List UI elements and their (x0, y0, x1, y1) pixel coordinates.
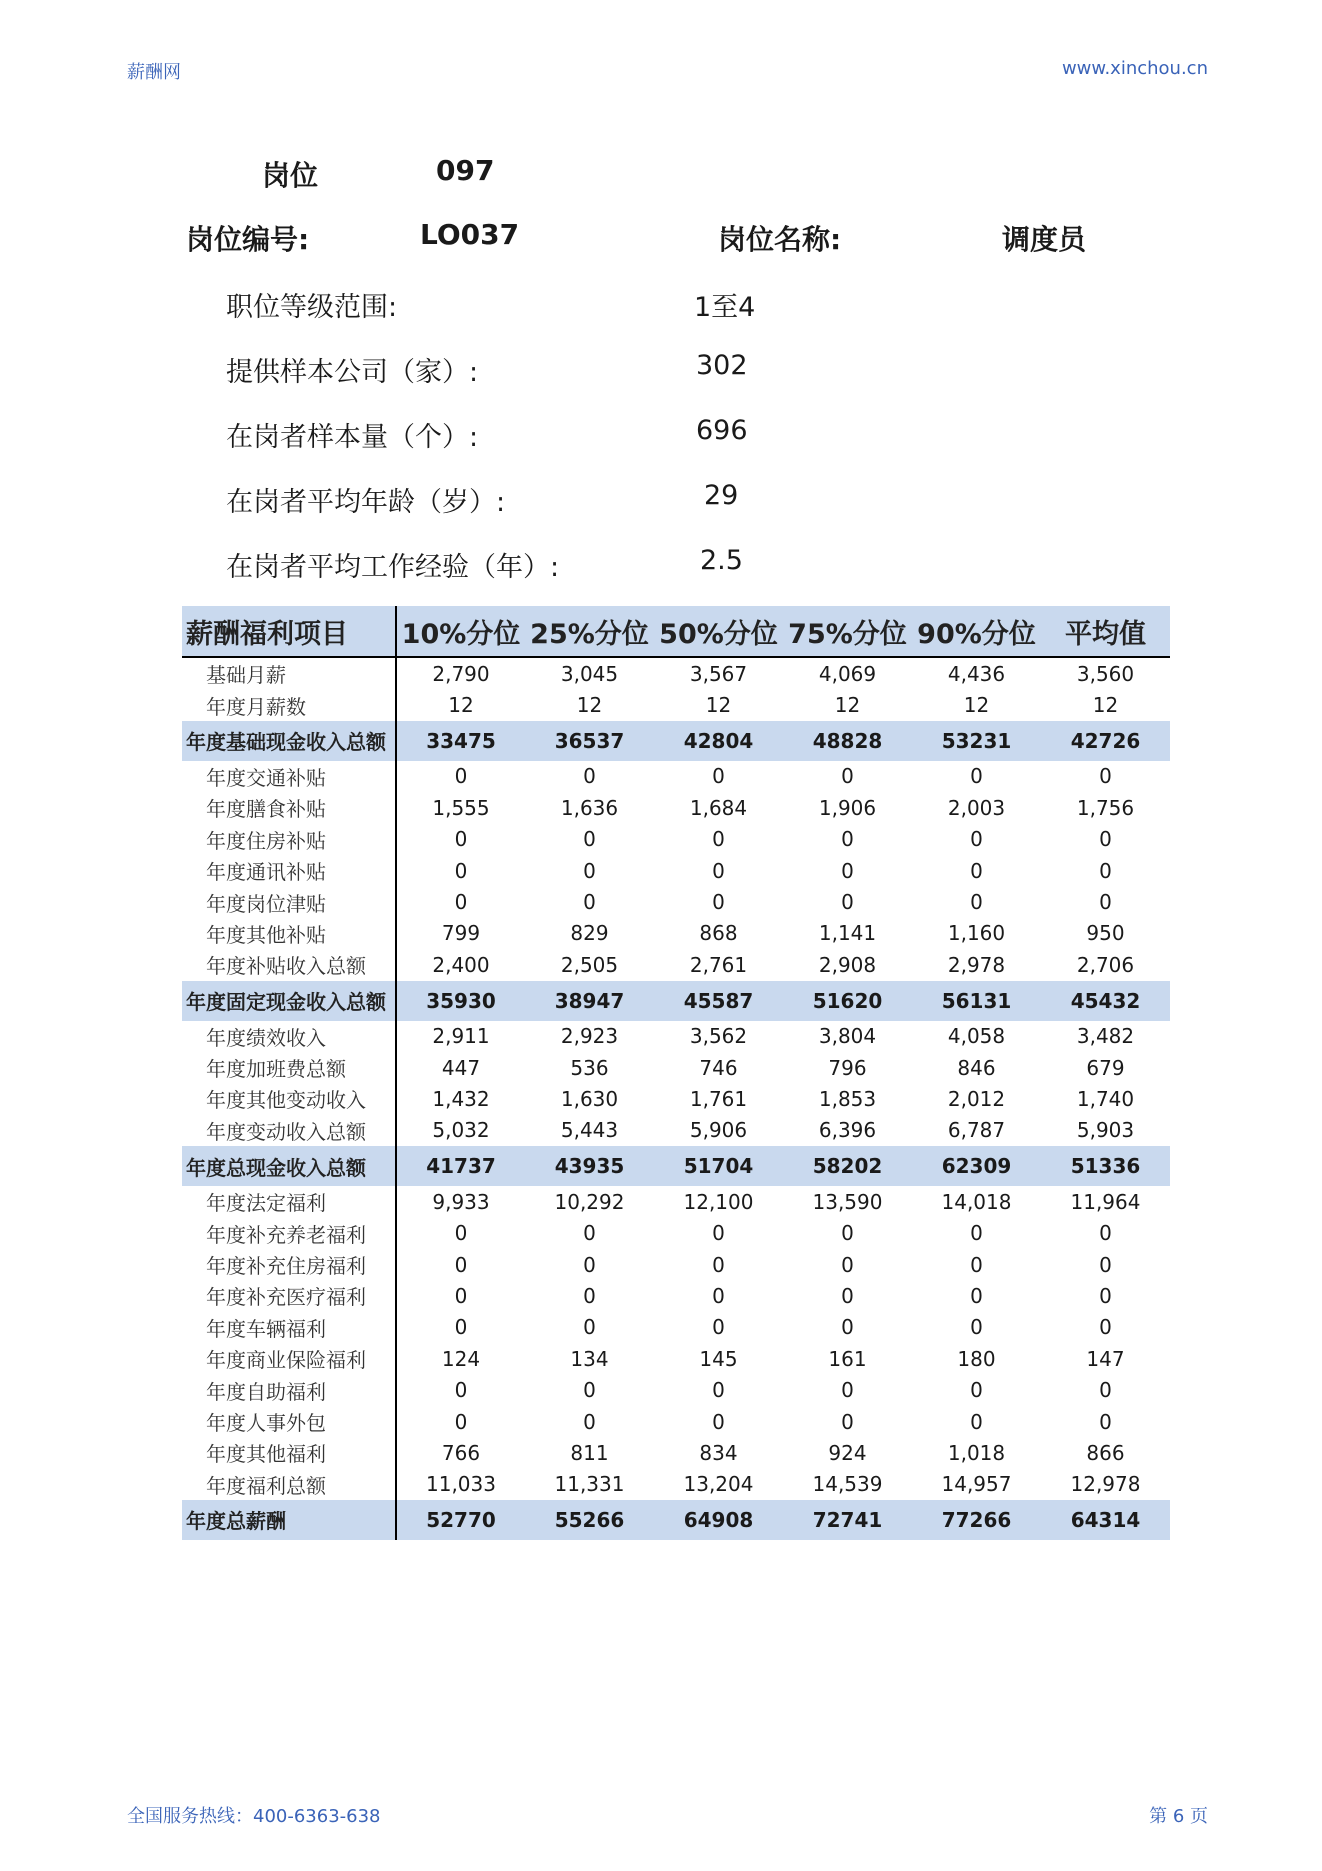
footer-hotline: 全国服务热线：400-6363-638 (127, 1806, 381, 1827)
row-label: 年度人事外包 (182, 1406, 396, 1437)
cell-value: 35930 (396, 981, 525, 1021)
row-label: 年度膳食补贴 (182, 792, 396, 823)
cell-value: 0 (970, 1378, 983, 1403)
table-row (182, 918, 1170, 949)
info-value-avg-age: 29 (704, 480, 739, 511)
cell-value: 38947 (525, 981, 654, 1021)
info-value-sample-companies: 302 (696, 350, 748, 381)
cell-value: 0 (1099, 827, 1112, 852)
cell-value: 0 (1099, 890, 1112, 915)
cell-value: 134 (570, 1346, 609, 1371)
table-row (182, 1217, 1170, 1248)
column-header: 75%分位 (783, 606, 912, 657)
cell-value: 1,555 (432, 795, 490, 820)
cell-value: 64314 (1041, 1500, 1170, 1540)
cell-value: 868 (699, 921, 738, 946)
cell-value: 0 (712, 827, 725, 852)
column-header: 50%分位 (654, 606, 783, 657)
info-label-grade-range: 职位等级范围: (226, 292, 398, 323)
table-row (182, 1312, 1170, 1343)
cell-value: 64908 (654, 1500, 783, 1540)
cell-value: 2,761 (689, 952, 748, 977)
cell-value: 846 (957, 1055, 996, 1080)
column-header: 10%分位 (396, 606, 525, 657)
cell-value: 0 (583, 1252, 596, 1277)
cell-value: 11,964 (1070, 1189, 1141, 1214)
table-row (182, 886, 1170, 917)
row-label: 年度其他补贴 (182, 918, 396, 949)
table-total-row (182, 1500, 1170, 1540)
cell-value: 1,684 (689, 795, 748, 820)
cell-value: 0 (970, 827, 983, 852)
cell-value: 0 (712, 858, 725, 883)
row-label: 年度变动收入总额 (182, 1115, 396, 1146)
row-label: 年度车辆福利 (182, 1312, 396, 1343)
cell-value: 1,906 (818, 795, 877, 820)
cell-value: 42804 (654, 721, 783, 761)
cell-value: 0 (970, 1409, 983, 1434)
cell-value: 766 (441, 1440, 481, 1465)
row-label: 年度自助福利 (182, 1374, 396, 1405)
cell-value: 55266 (525, 1500, 654, 1540)
info-value-avg-experience: 2.5 (700, 545, 743, 576)
cell-value: 161 (828, 1346, 867, 1371)
cell-value: 1,018 (947, 1440, 1006, 1465)
cell-value: 12,100 (683, 1189, 754, 1214)
cell-value: 0 (583, 1315, 596, 1340)
cell-value: 1,432 (432, 1086, 490, 1111)
cell-value: 145 (699, 1346, 738, 1371)
cell-value: 13,590 (812, 1189, 883, 1214)
cell-value: 2,923 (560, 1024, 619, 1049)
table-row (182, 1115, 1170, 1146)
cell-value: 1,740 (1076, 1086, 1135, 1111)
cell-value: 0 (970, 890, 983, 915)
cell-value: 56131 (912, 981, 1041, 1021)
row-label: 年度补贴收入总额 (182, 949, 396, 980)
cell-value: 33475 (396, 721, 525, 761)
cell-value: 866 (1086, 1440, 1125, 1465)
cell-value: 12 (834, 693, 861, 718)
row-label: 年度固定现金收入总额 (182, 981, 396, 1021)
cell-value: 0 (1099, 1315, 1112, 1340)
cell-value: 2,505 (560, 952, 619, 977)
info-value-grade-range: 1至4 (694, 292, 756, 323)
table-row (182, 949, 1170, 980)
cell-value: 0 (454, 1315, 468, 1340)
cell-value: 0 (583, 858, 596, 883)
cell-value: 0 (454, 1252, 468, 1277)
cell-value: 2,003 (947, 795, 1006, 820)
cell-value: 0 (454, 1409, 468, 1434)
row-label: 年度绩效收入 (182, 1021, 396, 1052)
cell-value: 1,853 (818, 1086, 877, 1111)
cell-value: 0 (712, 890, 725, 915)
cell-value: 9,933 (432, 1189, 490, 1214)
cell-value: 36537 (525, 721, 654, 761)
cell-value: 51704 (654, 1146, 783, 1186)
row-label: 年度福利总额 (182, 1469, 396, 1500)
code-label: 岗位编号: (186, 223, 310, 256)
cell-value: 14,539 (812, 1472, 883, 1497)
column-header: 90%分位 (912, 606, 1041, 657)
cell-value: 0 (583, 1409, 596, 1434)
header-brand: 薪酬网 (127, 62, 181, 83)
cell-value: 0 (841, 890, 854, 915)
cell-value: 0 (454, 827, 468, 852)
cell-value: 2,911 (432, 1024, 490, 1049)
table-row (182, 1249, 1170, 1280)
cell-value: 45432 (1041, 981, 1170, 1021)
cell-value: 950 (1086, 921, 1125, 946)
table-total-row (182, 721, 1170, 761)
cell-value: 0 (712, 764, 725, 789)
cell-value: 5,443 (560, 1118, 619, 1143)
cell-value: 0 (1099, 764, 1112, 789)
info-label-avg-age: 在岗者平均年龄（岁）: (226, 487, 506, 518)
table-row (182, 792, 1170, 823)
name-value: 调度员 (1002, 223, 1087, 256)
cell-value: 0 (1099, 1283, 1112, 1308)
cell-value: 0 (841, 1221, 854, 1246)
cell-value: 0 (454, 764, 468, 789)
row-label: 年度商业保险福利 (182, 1343, 396, 1374)
post-label: 岗位 (262, 159, 319, 192)
cell-value: 62309 (912, 1146, 1041, 1186)
table-row (182, 1469, 1170, 1500)
cell-value: 0 (712, 1409, 725, 1434)
info-label-sample-companies: 提供样本公司（家）: (226, 357, 479, 388)
info-label-sample-size: 在岗者样本量（个）: (226, 422, 479, 453)
cell-value: 1,636 (560, 795, 619, 820)
table-total-row (182, 981, 1170, 1021)
info-label-avg-experience: 在岗者平均工作经验（年）: (226, 552, 560, 583)
cell-value: 124 (441, 1346, 481, 1371)
cell-value: 0 (454, 858, 468, 883)
cell-value: 48828 (783, 721, 912, 761)
cell-value: 3,560 (1076, 661, 1135, 686)
cell-value: 58202 (783, 1146, 912, 1186)
cell-value: 679 (1086, 1055, 1125, 1080)
cell-value: 0 (1099, 858, 1112, 883)
cell-value: 447 (441, 1055, 481, 1080)
row-label: 年度总现金收入总额 (182, 1146, 396, 1186)
cell-value: 14,957 (941, 1472, 1012, 1497)
cell-value: 1,160 (947, 921, 1006, 946)
cell-value: 0 (712, 1283, 725, 1308)
row-label: 年度交通补贴 (182, 761, 396, 792)
row-label: 年度补充住房福利 (182, 1249, 396, 1280)
cell-value: 0 (712, 1315, 725, 1340)
cell-value: 0 (841, 764, 854, 789)
code-value: LO037 (420, 218, 520, 251)
cell-value: 1,630 (560, 1086, 619, 1111)
cell-value: 51336 (1041, 1146, 1170, 1186)
cell-value: 0 (583, 764, 596, 789)
cell-value: 3,804 (818, 1024, 877, 1049)
table-row (182, 1406, 1170, 1437)
cell-value: 0 (970, 1283, 983, 1308)
cell-value: 0 (841, 1252, 854, 1277)
cell-value: 10,292 (554, 1189, 625, 1214)
cell-value: 0 (454, 1378, 468, 1403)
cell-value: 0 (970, 1315, 983, 1340)
cell-value: 0 (1099, 1409, 1112, 1434)
cell-value: 43935 (525, 1146, 654, 1186)
cell-value: 746 (699, 1055, 738, 1080)
cell-value: 0 (1099, 1378, 1112, 1403)
cell-value: 2,790 (432, 661, 490, 686)
cell-value: 4,436 (947, 661, 1006, 686)
cell-value: 5,032 (432, 1118, 490, 1143)
cell-value: 829 (570, 921, 609, 946)
cell-value: 4,058 (947, 1024, 1006, 1049)
row-label: 年度法定福利 (182, 1186, 396, 1217)
cell-value: 0 (1099, 1221, 1112, 1246)
row-label: 年度住房补贴 (182, 824, 396, 855)
cell-value: 834 (699, 1440, 738, 1465)
name-label: 岗位名称: (718, 223, 842, 256)
cell-value: 52770 (396, 1500, 525, 1540)
row-label: 年度总薪酬 (182, 1500, 396, 1540)
cell-value: 45587 (654, 981, 783, 1021)
cell-value: 0 (841, 1283, 854, 1308)
cell-value: 0 (841, 1378, 854, 1403)
cell-value: 0 (712, 1378, 725, 1403)
cell-value: 0 (712, 1252, 725, 1277)
row-label: 年度通讯补贴 (182, 855, 396, 886)
cell-value: 13,204 (683, 1472, 754, 1497)
cell-value: 12 (448, 693, 474, 718)
table-row (182, 1083, 1170, 1114)
cell-value: 0 (841, 827, 854, 852)
footer-page-number: 第 6 页 (1149, 1806, 1208, 1827)
cell-value: 0 (970, 764, 983, 789)
cell-value: 0 (970, 1221, 983, 1246)
cell-value: 12 (963, 693, 990, 718)
salary-table (182, 606, 1170, 1540)
table-row (182, 1343, 1170, 1374)
table-row (182, 855, 1170, 886)
cell-value: 12 (705, 693, 732, 718)
cell-value: 5,903 (1076, 1118, 1135, 1143)
post-value: 097 (436, 154, 495, 187)
cell-value: 799 (441, 921, 481, 946)
cell-value: 0 (841, 1409, 854, 1434)
cell-value: 0 (970, 1252, 983, 1277)
row-label: 年度加班费总额 (182, 1052, 396, 1083)
cell-value: 2,012 (947, 1086, 1006, 1111)
cell-value: 0 (712, 1221, 725, 1246)
cell-value: 6,787 (947, 1118, 1006, 1143)
cell-value: 0 (1099, 1252, 1112, 1277)
table-row (182, 689, 1170, 720)
cell-value: 180 (957, 1346, 996, 1371)
cell-value: 0 (841, 1315, 854, 1340)
table-row (182, 1280, 1170, 1311)
cell-value: 11,033 (426, 1472, 496, 1497)
row-label: 年度基础现金收入总额 (182, 721, 396, 761)
row-label: 年度其他变动收入 (182, 1083, 396, 1114)
column-header: 平均值 (1041, 606, 1170, 657)
cell-value: 6,396 (818, 1118, 877, 1143)
cell-value: 0 (841, 858, 854, 883)
cell-value: 1,141 (818, 921, 877, 946)
cell-value: 4,069 (818, 661, 877, 686)
cell-value: 0 (454, 1283, 468, 1308)
cell-value: 0 (583, 1378, 596, 1403)
cell-value: 924 (828, 1440, 867, 1465)
row-label: 年度岗位津贴 (182, 886, 396, 917)
row-label: 基础月薪 (182, 657, 396, 689)
cell-value: 0 (454, 890, 468, 915)
table-header-row (182, 606, 1170, 657)
cell-value: 53231 (912, 721, 1041, 761)
table-row (182, 657, 1170, 689)
cell-value: 811 (570, 1440, 609, 1465)
cell-value: 0 (583, 890, 596, 915)
header-url[interactable]: www.xinchou.cn (1061, 58, 1208, 79)
cell-value: 3,562 (689, 1024, 748, 1049)
cell-value: 3,045 (560, 661, 619, 686)
cell-value: 796 (828, 1055, 867, 1080)
cell-value: 12,978 (1070, 1472, 1141, 1497)
table-body (182, 657, 1170, 1540)
table-row (182, 1052, 1170, 1083)
cell-value: 0 (583, 827, 596, 852)
cell-value: 2,908 (818, 952, 877, 977)
row-label: 年度月薪数 (182, 689, 396, 720)
table-row (182, 1374, 1170, 1405)
cell-value: 51620 (783, 981, 912, 1021)
column-header: 薪酬福利项目 (182, 606, 396, 657)
cell-value: 11,331 (554, 1472, 625, 1497)
cell-value: 72741 (783, 1500, 912, 1540)
cell-value: 12 (1092, 693, 1119, 718)
cell-value: 0 (583, 1221, 596, 1246)
cell-value: 0 (583, 1283, 596, 1308)
row-label: 年度补充医疗福利 (182, 1280, 396, 1311)
table-row (182, 761, 1170, 792)
cell-value: 77266 (912, 1500, 1041, 1540)
cell-value: 0 (454, 1221, 468, 1246)
table-row (182, 1186, 1170, 1217)
cell-value: 2,706 (1076, 952, 1135, 977)
cell-value: 2,400 (432, 952, 490, 977)
cell-value: 14,018 (941, 1189, 1012, 1214)
table-total-row (182, 1146, 1170, 1186)
cell-value: 0 (970, 858, 983, 883)
cell-value: 147 (1086, 1346, 1125, 1371)
row-label: 年度其他福利 (182, 1437, 396, 1468)
table-row (182, 824, 1170, 855)
row-label: 年度补充养老福利 (182, 1217, 396, 1248)
cell-value: 3,482 (1076, 1024, 1135, 1049)
cell-value: 1,761 (689, 1086, 748, 1111)
cell-value: 2,978 (947, 952, 1006, 977)
cell-value: 41737 (396, 1146, 525, 1186)
cell-value: 3,567 (689, 661, 748, 686)
cell-value: 12 (576, 693, 603, 718)
cell-value: 5,906 (689, 1118, 748, 1143)
cell-value: 1,756 (1076, 795, 1135, 820)
column-header: 25%分位 (525, 606, 654, 657)
cell-value: 536 (570, 1055, 609, 1080)
table-row (182, 1021, 1170, 1052)
table-row (182, 1437, 1170, 1468)
info-value-sample-size: 696 (696, 415, 748, 446)
cell-value: 42726 (1041, 721, 1170, 761)
